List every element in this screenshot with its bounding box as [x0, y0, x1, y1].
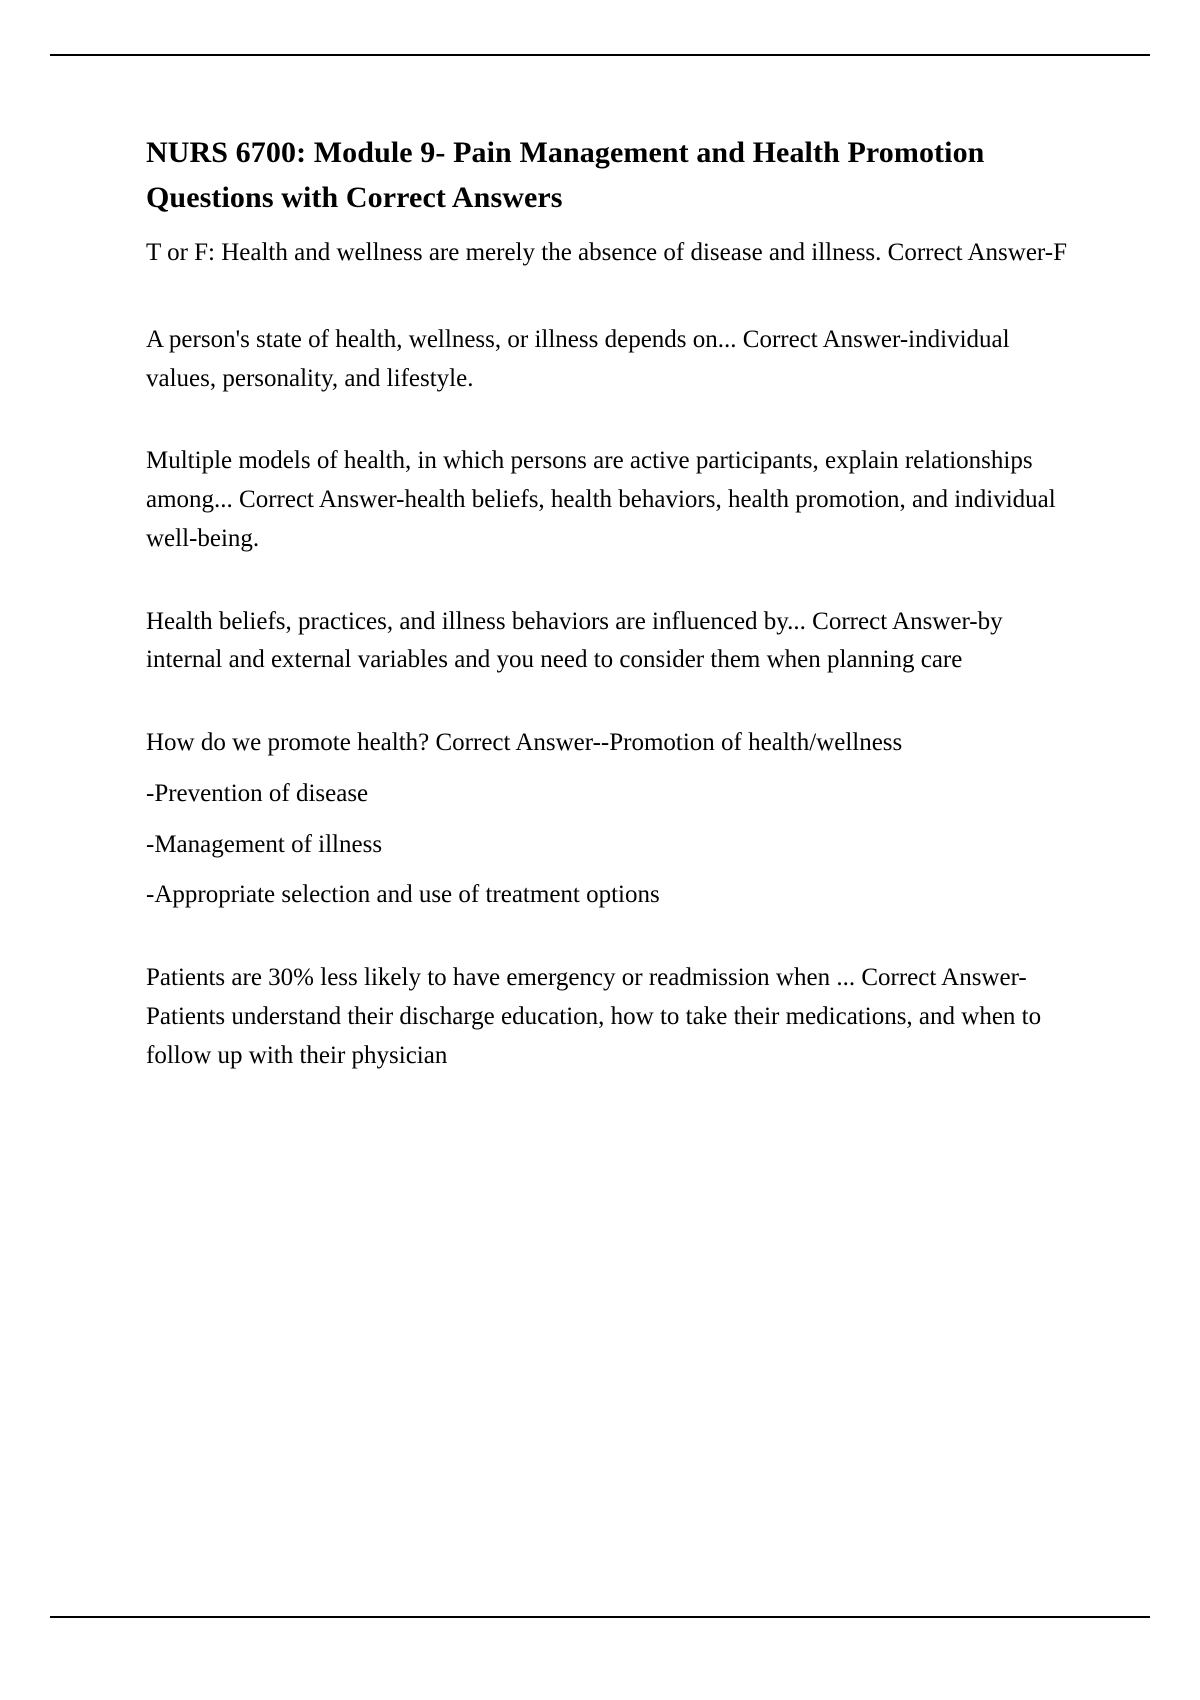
qa-block-4: Health beliefs, practices, and illness behaviors are influenced by... Correct Answer-by internal and external variables and you need to consider them when planning care [146, 607, 1003, 674]
qa-block-2: A person's state of health, wellness, or illness depends on... Correct Answer-individual values, personality, and lifestyle. [146, 325, 1010, 392]
qa-block-1: T or F: Health and wellness are merely the absence of disease and illness. Correct Answer-F [146, 239, 1067, 266]
qa-block-6: Patients are 30% less likely to have emergency or readmission when ... Correct Answer-Patients understand their discharge education, how to take their medications, and when to follow up with their physician [146, 964, 1042, 1069]
qa-block-5-bullet-3: -Appropriate selection and use of treatment options [146, 881, 660, 909]
footer-divider [50, 1616, 1150, 1618]
qa-block-5-bullet-1: -Prevention of disease [146, 779, 369, 807]
header-divider [50, 54, 1150, 56]
qa-block-5: How do we promote health? Correct Answer--Promotion of health/wellness [146, 729, 903, 756]
qa-block-3: Multiple models of health, in which persons are active participants, explain relationships among... Correct Answer-health beliefs, health behaviors, health promotion, and individual well-being. [146, 447, 1056, 552]
document-body [146, 130, 1076, 1119]
qa-block-5-bullet-2: -Management of illness [146, 830, 383, 858]
page-title: NURS 6700: Module 9- Pain Management and Health Promotion Questions with Correct Answers [146, 136, 985, 214]
